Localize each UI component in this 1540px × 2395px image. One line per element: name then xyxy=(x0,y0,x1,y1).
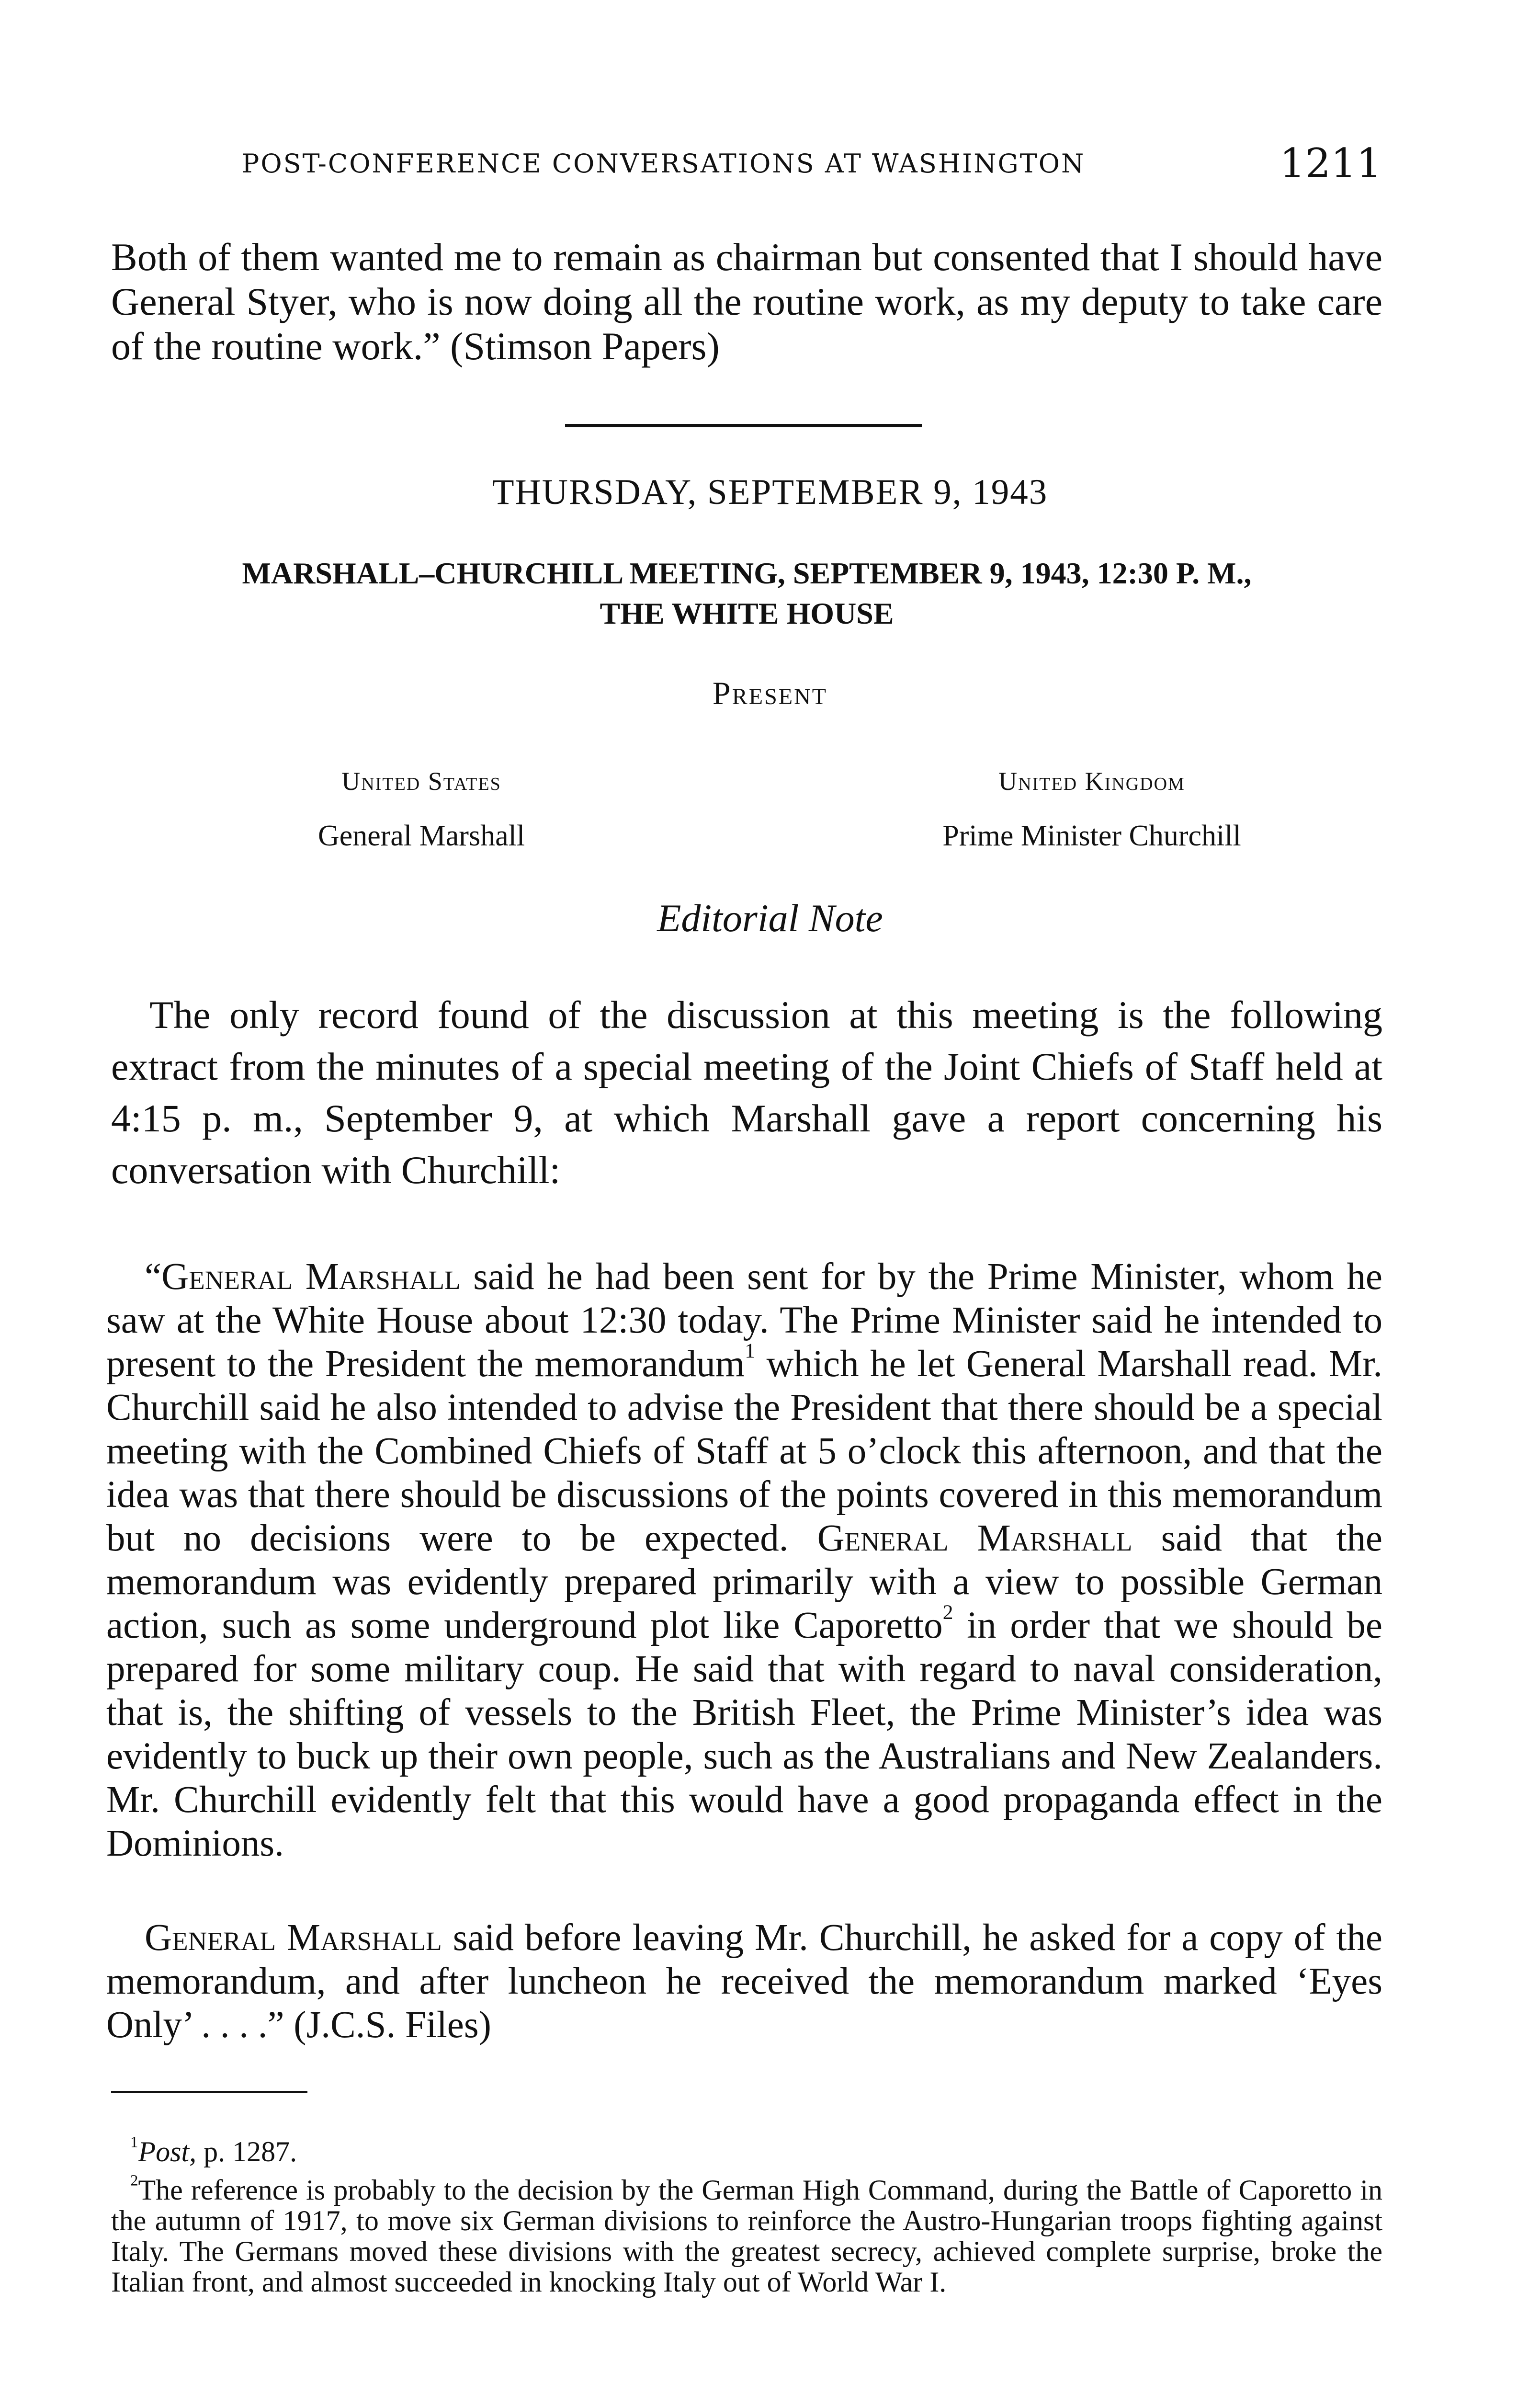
intro-paragraph: The only record found of the discussion at this meeting is the following extract from the minutes of a special meeting of the Joint Chiefs of Staff held at 4:15 p. m., September 9, at which Marshall gave a report concerning his conversation with Churchill: xyxy=(111,993,1382,1192)
quote-paragraph-2 xyxy=(106,1916,1382,2047)
editorial-note-heading: Editorial Note xyxy=(657,896,883,940)
footnote-number: 2 xyxy=(130,2172,138,2190)
us-header: United States xyxy=(341,767,501,796)
footnote-2 xyxy=(111,2172,1382,2298)
uk-participant: Prime Minister Churchill xyxy=(942,820,1241,852)
speaker-name: General Marshall xyxy=(145,1917,442,1959)
present-label: Present xyxy=(712,675,828,711)
quote-open-mark: “ xyxy=(145,1256,162,1298)
page-number: 1211 xyxy=(1280,140,1382,187)
footnote-italic: Post, xyxy=(138,2136,197,2167)
running-head xyxy=(110,140,1382,192)
quote-text: in order that we should be prepared for some military coup. He said that with regard to naval consideration, that is, the shifting of vessels to the British Fleet, the Prime Minister’s idea was evidently to buck up their own people, such as the Australians and New Zealanders. Mr. Churchill evidently felt that this would have a good propaganda effect in the Dominions. xyxy=(106,1605,1382,1864)
quote-text: said that the memorandum was evidently prepared primarily with a view to possible German action, such as some underground plot like Caporetto xyxy=(106,1517,1382,1646)
quote-paragraph-1 xyxy=(106,1255,1382,1865)
footnote-divider xyxy=(111,2091,307,2093)
continuation-paragraph: Both of them wanted me to remain as chairman but consented that I should have General Styer, who is now doing all the routine work, as my deputy to take care of the routine work.” (Stimson Papers) xyxy=(111,235,1382,368)
uk-header: United Kingdom xyxy=(998,767,1185,796)
speaker-name: General Marshall xyxy=(161,1256,461,1298)
footnote-ref-1: 1 xyxy=(745,1339,755,1362)
participants-uk xyxy=(828,766,1355,862)
running-title: POST-CONFERENCE CONVERSATIONS AT WASHINGTON xyxy=(242,148,1086,179)
quote-text: which he let General Marshall read. Mr. Churchill said he also intended to advise the President that there should be a special meeting with the Combined Chiefs of Staff at 5 o’clock this afternoon, and that the idea was that there should be discussions of the points covered in this memorandum but no decisions were to be expected. xyxy=(106,1343,1382,1559)
footnote-text: p. 1287. xyxy=(196,2136,297,2167)
participants-us xyxy=(158,766,685,862)
us-participant: General Marshall xyxy=(317,820,525,852)
section-divider xyxy=(565,424,922,427)
day-heading: THURSDAY, SEPTEMBER 9, 1943 xyxy=(492,472,1048,512)
speaker-name: General Marshall xyxy=(817,1517,1132,1559)
meeting-heading xyxy=(111,553,1382,634)
meeting-heading-line1: MARSHALL–CHURCHILL MEETING, SEPTEMBER 9, 1943, 12:30 P. M., xyxy=(242,556,1252,590)
quote-text: said before leaving Mr. Churchill, he asked for a copy of the memorandum, and after luncheon he received the memorandum marked ‘Eyes Only’ . . . .” (J.C.S. Files) xyxy=(106,1917,1382,2046)
footnote-ref-2: 2 xyxy=(942,1600,953,1624)
footnote-text: The reference is probably to the decision by the German High Command, during the Battle of Caporetto in the autumn of 1917, to move six German divisions to reinforce the Austro-Hungarian troops fighting against Italy. The Germans moved these divisions with the greatest secrecy, achieved complete surprise, broke the Italian front, and almost succeeded in knocking Italy out of World War I. xyxy=(111,2174,1382,2298)
quote-text: said he had been sent for by the Prime Minister, whom he saw at the White House about 12:30 today. The Prime Minister said he intended to present to the President the memorandum xyxy=(106,1256,1382,1385)
footnote-number: 1 xyxy=(130,2133,138,2151)
footnote-1 xyxy=(111,2133,1382,2167)
meeting-heading-line2: THE WHITE HOUSE xyxy=(600,596,894,630)
